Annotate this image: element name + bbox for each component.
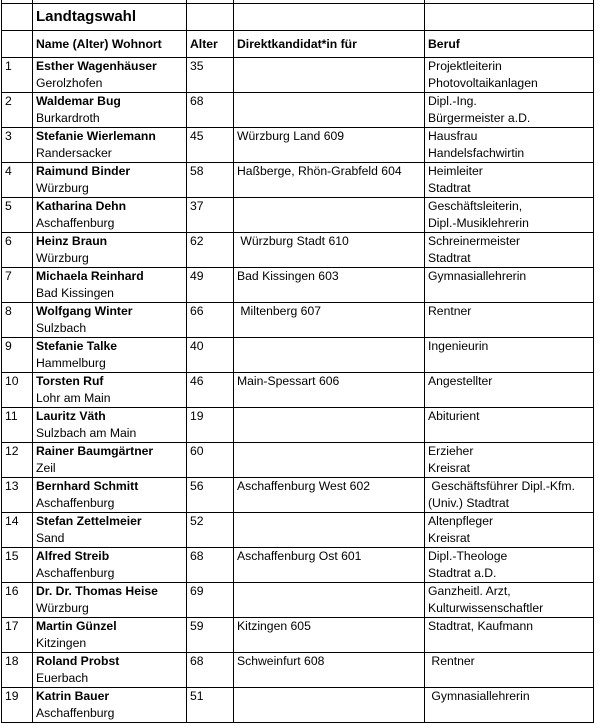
district-cell — [234, 443, 425, 478]
job-line-2: Stadtrat — [428, 251, 471, 265]
job-line-2: Stadtrat — [428, 181, 471, 195]
job-line-2: Kulturwissenschaftler — [428, 601, 544, 615]
table-title: Landtagswahl — [33, 4, 187, 31]
table-row — [2, 163, 594, 198]
job-line-2: Photovoltaikanlagen — [428, 76, 538, 90]
candidate-cell — [33, 583, 187, 618]
header-job: Beruf — [425, 31, 594, 58]
age-cell: 68 — [187, 653, 234, 688]
candidate-town: Bad Kissingen — [36, 286, 114, 300]
candidate-town: Aschaffenburg — [36, 706, 115, 720]
job-cell — [425, 128, 594, 163]
job-line-1: Rentner — [428, 654, 475, 668]
candidate-cell — [33, 128, 187, 163]
job-cell — [425, 653, 594, 688]
age-cell: 68 — [187, 93, 234, 128]
header-age: Alter — [187, 31, 234, 58]
job-line-2: Handelsfachwirtin — [428, 146, 525, 160]
header-district: Direktkandidat*in für — [234, 31, 425, 58]
candidate-cell — [33, 408, 187, 443]
candidate-name: Wolfgang Winter — [36, 304, 133, 318]
candidate-town: Sand — [36, 531, 65, 545]
header-row — [2, 31, 594, 58]
title-row — [2, 4, 594, 31]
job-line-1: Heimleiter — [428, 164, 483, 178]
job-cell — [425, 338, 594, 373]
candidate-name: Michaela Reinhard — [36, 269, 144, 283]
job-cell — [425, 303, 594, 338]
district-cell: Aschaffenburg West 602 — [234, 478, 425, 513]
row-number-cell: 14 — [2, 513, 33, 548]
candidate-cell — [33, 548, 187, 583]
candidate-cell — [33, 268, 187, 303]
job-line-1: Geschäftsführer Dipl.-Kfm. — [428, 479, 575, 493]
job-line-1: Erzieher — [428, 444, 474, 458]
age-cell: 40 — [187, 338, 234, 373]
job-line-1: Projektleiterin — [428, 59, 502, 73]
table-row — [2, 338, 594, 373]
candidate-cell — [33, 163, 187, 198]
candidate-town: Aschaffenburg — [36, 496, 115, 510]
job-cell — [425, 513, 594, 548]
job-line-1: Gymnasiallehrerin — [428, 689, 530, 703]
candidate-cell — [33, 338, 187, 373]
row-number-cell: 9 — [2, 338, 33, 373]
candidate-town: Würzburg — [36, 601, 89, 615]
candidate-name: Dr. Dr. Thomas Heise — [36, 584, 158, 598]
age-cell: 56 — [187, 478, 234, 513]
job-line-1: Abiturient — [428, 409, 480, 423]
table-row — [2, 198, 594, 233]
table-row — [2, 268, 594, 303]
candidate-town: Lohr am Main — [36, 391, 111, 405]
candidate-name: Katrin Bauer — [36, 689, 110, 703]
job-line-1: Schreinermeister — [428, 234, 521, 248]
candidate-name: Martin Günzel — [36, 619, 117, 633]
job-line-2: Kreisrat — [428, 531, 470, 545]
district-cell: Aschaffenburg Ost 601 — [234, 548, 425, 583]
district-cell — [234, 198, 425, 233]
district-cell: Main-Spessart 606 — [234, 373, 425, 408]
job-line-2: Kreisrat — [428, 461, 470, 475]
job-line-2: Bürgermeister a.D. — [428, 111, 531, 125]
table-row — [2, 618, 594, 653]
district-cell: Haßberge, Rhön-Grabfeld 604 — [234, 163, 425, 198]
age-cell: 59 — [187, 618, 234, 653]
row-number-cell: 16 — [2, 583, 33, 618]
row-number-cell: 2 — [2, 93, 33, 128]
candidate-cell — [33, 58, 187, 93]
age-cell: 52 — [187, 513, 234, 548]
candidate-town: Burkardroth — [36, 111, 100, 125]
row-number-cell: 1 — [2, 58, 33, 93]
candidate-cell — [33, 93, 187, 128]
candidate-name: Stefan Zettelmeier — [36, 514, 142, 528]
candidate-cell — [33, 513, 187, 548]
table-row — [2, 513, 594, 548]
candidate-town: Würzburg — [36, 251, 89, 265]
district-cell — [234, 583, 425, 618]
candidate-name: Stefanie Wierlemann — [36, 129, 156, 143]
row-number-cell: 3 — [2, 128, 33, 163]
candidate-cell — [33, 443, 187, 478]
candidate-cell — [33, 653, 187, 688]
candidate-cell — [33, 373, 187, 408]
age-cell: 46 — [187, 373, 234, 408]
row-number-cell: 4 — [2, 163, 33, 198]
job-cell — [425, 233, 594, 268]
age-cell: 60 — [187, 443, 234, 478]
job-cell — [425, 268, 594, 303]
job-cell — [425, 58, 594, 93]
candidate-town: Sulzbach — [36, 321, 87, 335]
table-row — [2, 233, 594, 268]
job-cell — [425, 373, 594, 408]
table-row — [2, 653, 594, 688]
row-number-cell: 18 — [2, 653, 33, 688]
age-cell: 45 — [187, 128, 234, 163]
row-number-cell: 12 — [2, 443, 33, 478]
title-blank-cell — [425, 4, 594, 31]
district-cell — [234, 408, 425, 443]
candidate-name: Raimund Binder — [36, 164, 131, 178]
job-cell — [425, 583, 594, 618]
age-cell: 66 — [187, 303, 234, 338]
row-number-cell: 8 — [2, 303, 33, 338]
age-cell: 35 — [187, 58, 234, 93]
job-cell — [425, 93, 594, 128]
candidate-name: Rainer Baumgärtner — [36, 444, 154, 458]
district-cell: Schweinfurt 608 — [234, 653, 425, 688]
job-cell — [425, 198, 594, 233]
job-line-2: Stadtrat a.D. — [428, 566, 497, 580]
district-cell: Kitzingen 605 — [234, 618, 425, 653]
job-cell — [425, 443, 594, 478]
job-line-1: Dipl.-Ing. — [428, 94, 477, 108]
row-number-cell: 10 — [2, 373, 33, 408]
job-line-1: Stadtrat, Kaufmann — [428, 619, 534, 633]
job-line-1: Geschäftsleiterin, — [428, 199, 523, 213]
candidate-town: Zeil — [36, 461, 56, 475]
district-cell: Würzburg Stadt 610 — [234, 233, 425, 268]
table-row — [2, 408, 594, 443]
header-name: Name (Alter) Wohnort — [33, 31, 187, 58]
candidate-table — [1, 0, 594, 723]
candidate-name: Lauritz Väth — [36, 409, 106, 423]
candidate-town: Hammelburg — [36, 356, 106, 370]
candidate-name: Torsten Ruf — [36, 374, 104, 388]
candidate-name: Roland Probst — [36, 654, 120, 668]
job-line-1: Gymnasiallehrerin — [428, 269, 527, 283]
candidate-town: Gerolzhofen — [36, 76, 103, 90]
candidate-name: Stefanie Talke — [36, 339, 118, 353]
district-cell: Miltenberg 607 — [234, 303, 425, 338]
district-cell — [234, 93, 425, 128]
candidate-name: Bernhard Schmitt — [36, 479, 139, 493]
title-blank-cell — [234, 4, 425, 31]
job-line-1: Ganzheitl. Arzt, — [428, 584, 511, 598]
age-cell: 62 — [187, 233, 234, 268]
table-row — [2, 58, 594, 93]
table-row — [2, 583, 594, 618]
candidate-cell — [33, 198, 187, 233]
row-number-cell: 5 — [2, 198, 33, 233]
candidate-cell — [33, 478, 187, 513]
job-cell — [425, 548, 594, 583]
age-cell: 68 — [187, 548, 234, 583]
job-cell — [425, 408, 594, 443]
district-cell: Würzburg Land 609 — [234, 128, 425, 163]
table-row — [2, 93, 594, 128]
candidate-town: Randersacker — [36, 146, 112, 160]
age-cell: 58 — [187, 163, 234, 198]
row-number-cell: 13 — [2, 478, 33, 513]
row-number-cell: 19 — [2, 688, 33, 723]
candidate-town: Aschaffenburg — [36, 566, 115, 580]
row-number-cell: 17 — [2, 618, 33, 653]
title-blank-cell — [187, 4, 234, 31]
age-cell: 69 — [187, 583, 234, 618]
job-line-1: Ingenieurin — [428, 339, 489, 353]
table-row — [2, 443, 594, 478]
job-cell — [425, 618, 594, 653]
candidate-name: Heinz Braun — [36, 234, 108, 248]
age-cell: 49 — [187, 268, 234, 303]
job-line-1: Rentner — [428, 304, 472, 318]
table-row — [2, 478, 594, 513]
district-cell — [234, 513, 425, 548]
age-cell: 37 — [187, 198, 234, 233]
age-cell: 19 — [187, 408, 234, 443]
candidate-town: Würzburg — [36, 181, 89, 195]
candidate-town: Euerbach — [36, 671, 89, 685]
job-line-2: Dipl.-Musiklehrerin — [428, 216, 529, 230]
candidate-name: Alfred Streib — [36, 549, 110, 563]
job-cell — [425, 688, 594, 723]
candidate-town: Kitzingen — [36, 636, 87, 650]
candidate-cell — [33, 618, 187, 653]
district-cell — [234, 688, 425, 723]
district-cell: Bad Kissingen 603 — [234, 268, 425, 303]
title-blank-cell — [2, 4, 33, 31]
row-number-cell: 15 — [2, 548, 33, 583]
candidate-name: Waldemar Bug — [36, 94, 121, 108]
table-row — [2, 373, 594, 408]
candidate-name: Esther Wagenhäuser — [36, 59, 157, 73]
district-cell — [234, 58, 425, 93]
table-row — [2, 128, 594, 163]
candidate-cell — [33, 688, 187, 723]
candidate-cell — [33, 233, 187, 268]
job-cell — [425, 163, 594, 198]
candidate-town: Aschaffenburg — [36, 216, 115, 230]
job-line-1: Dipl.-Theologe — [428, 549, 508, 563]
table-row — [2, 688, 594, 723]
row-number-cell: 6 — [2, 233, 33, 268]
header-nr — [2, 31, 33, 58]
row-number-cell: 11 — [2, 408, 33, 443]
job-line-2: (Univ.) Stadtrat — [428, 496, 510, 510]
table-row — [2, 548, 594, 583]
district-cell — [234, 338, 425, 373]
candidate-cell — [33, 303, 187, 338]
age-cell: 51 — [187, 688, 234, 723]
job-line-1: Angestellter — [428, 374, 493, 388]
job-cell — [425, 478, 594, 513]
table-row — [2, 303, 594, 338]
job-line-1: Hausfrau — [428, 129, 478, 143]
candidate-name: Katharina Dehn — [36, 199, 127, 213]
candidate-town: Sulzbach am Main — [36, 426, 137, 440]
job-line-1: Altenpfleger — [428, 514, 494, 528]
row-number-cell: 7 — [2, 268, 33, 303]
